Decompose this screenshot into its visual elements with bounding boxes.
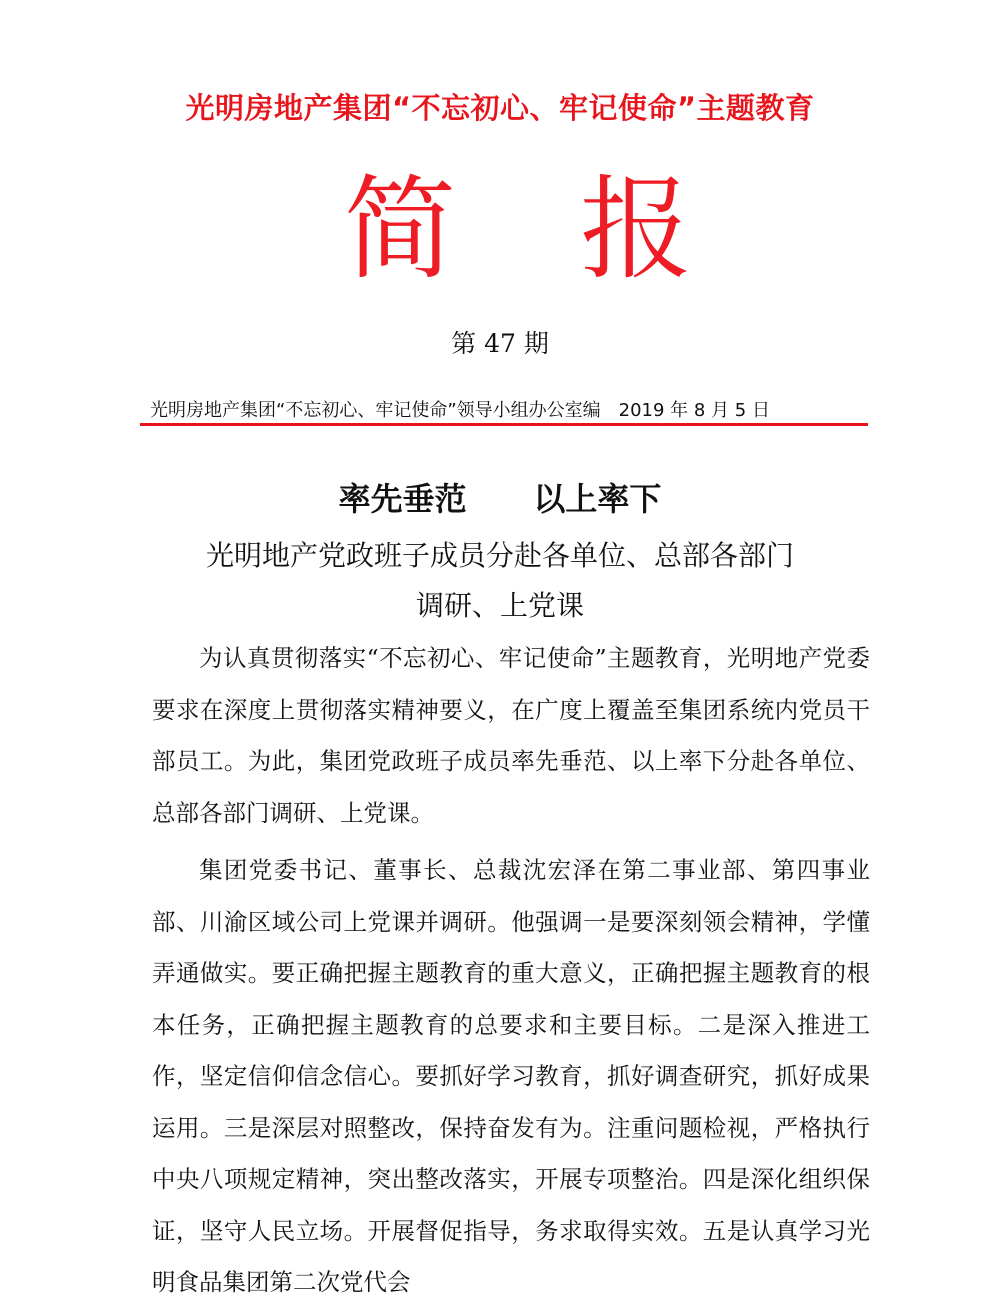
editor-name: 光明房地产集团“不忘初心、牢记使命”领导小组办公室编 <box>150 400 601 421</box>
editor-line <box>150 396 870 422</box>
header-divider <box>140 423 868 426</box>
body-paragraph: 为认真贯彻落实“不忘初心、牢记使命”主题教育，光明地产党委要求在深度上贯彻落实精神要义，在广度上覆盖至集团系统内党员干部员工。为此，集团党政班子成员率先垂范、以上率下分赴各单位、总部各部门调研、上党课。 <box>152 644 870 827</box>
masthead-char-bao: 报 <box>580 165 692 295</box>
article-subtitle-line1: 光明地产党政班子成员分赴各单位、总部各部门 <box>205 539 794 572</box>
article-body <box>152 633 870 1315</box>
publish-date: 2019 年 8 月 5 日 <box>618 400 770 421</box>
article-title: 率先垂范 以上率下 <box>338 480 662 518</box>
header-org-title: 光明房地产集团“不忘初心、牢记使命”主题教育 <box>185 91 815 125</box>
masthead-char-jian: 简 <box>344 165 456 295</box>
article-subtitle-line2: 调研、上党课 <box>415 589 584 622</box>
body-paragraph: 集团党委书记、董事长、总裁沈宏泽在第二事业部、第四事业部、川渝区域公司上党课并调研。他强调一是要深刻领会精神，学懂弄通做实。要正确把握主题教育的重大意义，正确把握主题教育的根本任务，正确把握主题教育的总要求和主要目标。二是深入推进工作，坚定信仰信念信心。要抓好学习教育，抓好调查研究，抓好成果运用。三是深层对照整改，保持奋发有为。注重问题检视，严格执行中央八项规定精神，突出整改落实，开展专项整治。四是深化组织保证，坚守人民立场。开展督促指导，务求取得实效。五是认真学习光明食品集团第二次党代会 <box>152 856 870 1296</box>
issue-number: 第 47 期 <box>451 329 549 358</box>
